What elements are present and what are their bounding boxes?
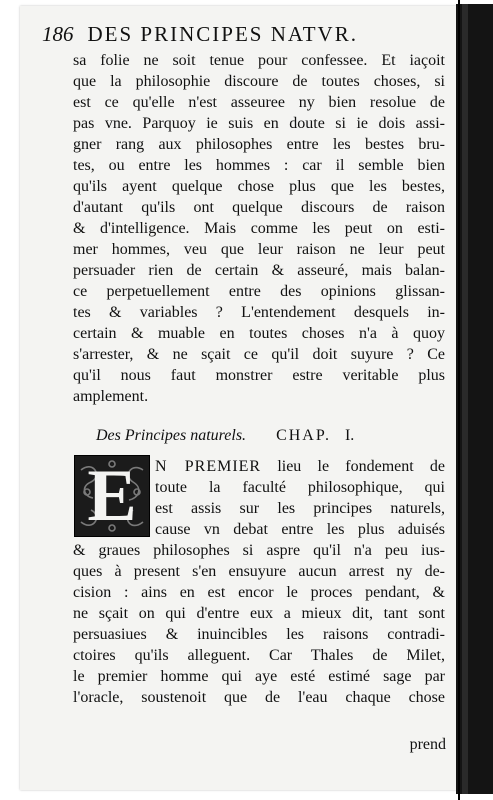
text-line: ce perpetuellement entre des opinions glissan- — [73, 283, 445, 300]
text-line: cause vn debat entre les plus aduisés — [155, 521, 445, 538]
text-line: que la philosophie discoure de toutes choses, si — [73, 73, 445, 90]
text-line: ctoires qu'ils alleguent. Car Thales de Milet, — [73, 647, 445, 664]
chapter-label: CHAP. — [276, 427, 331, 444]
chapter-number: I. — [344, 427, 355, 444]
text-line: sa folie ne soit tenue pour confessee. Et iaçoit — [73, 52, 445, 69]
text-line: N PREMIER lieu le fondement de — [155, 458, 445, 475]
text-line: ques à present s'en ensuyure aucun arrest ny de- — [73, 563, 445, 580]
text-line: qu'il nous faut monstrer estre veritable plus — [73, 367, 445, 384]
text-line: ne sçait on qui d'entre eux a mieux dit, tant sont — [73, 605, 445, 622]
text-line: amplement. — [73, 388, 149, 405]
scan-edge-line — [458, 0, 460, 800]
text-line: gner rang aux philosophes entre les bestes bru- — [73, 136, 445, 153]
drop-cap-letter: E — [87, 455, 137, 537]
text-line: persuasiues & inuincibles les raisons contradi- — [73, 626, 445, 643]
page-number: 186 — [42, 22, 74, 46]
text-line: l'oracle, soustenoit que de l'eau chaque chose — [73, 689, 445, 706]
chapter-title: Des Principes naturels. — [96, 427, 247, 444]
catchword: prend — [409, 736, 446, 753]
text-line: est assis sur les principes naturels, — [155, 500, 445, 517]
text-line: d'autant qu'ils ont quelque discours de raison — [73, 199, 445, 216]
text-line: tes & variables ? L'entendement desquels in- — [73, 304, 445, 321]
text-line: est ce qu'elle n'est asseuree ny bien resolue de — [73, 94, 445, 111]
running-head — [42, 22, 442, 48]
first-word: N PREMIER — [155, 458, 262, 475]
text-line: pas vne. Parquoy ie suis en doute si ie dois assi- — [73, 115, 445, 132]
scan-edge-strip — [462, 4, 468, 794]
text-line: toute la faculté philosophique, qui — [155, 479, 445, 496]
text-line: & d'intelligence. Mais comme les peut on esti- — [73, 220, 445, 237]
text-line: le premier homme qui aye esté estimé sage par — [73, 668, 445, 685]
text-line: tes, ou entre les hommes : car il semble bien — [73, 157, 445, 174]
drop-cap-initial — [74, 455, 150, 537]
text-line: mer hommes, veu que leur raison ne leur peut — [73, 241, 445, 258]
text-line: cision : ains en est encor le proces pendant, & — [73, 584, 445, 601]
text-line: & graues philosophes si aspre qu'il n'a peu ius- — [73, 542, 445, 559]
running-title: DES PRINCIPES NATVR. — [87, 22, 358, 46]
text-line: certain & muable en toutes choses n'a à quoy — [73, 325, 445, 342]
text-line: persuader rien de certain & asseuré, mais balan- — [73, 262, 445, 279]
chapter-heading — [96, 424, 416, 448]
text-line: qu'ils ayent quelque chose plus que les bestes, — [73, 178, 445, 195]
text-line: s'arrester, & ne sçait ce qu'il doit suyure ? Ce — [73, 346, 445, 363]
